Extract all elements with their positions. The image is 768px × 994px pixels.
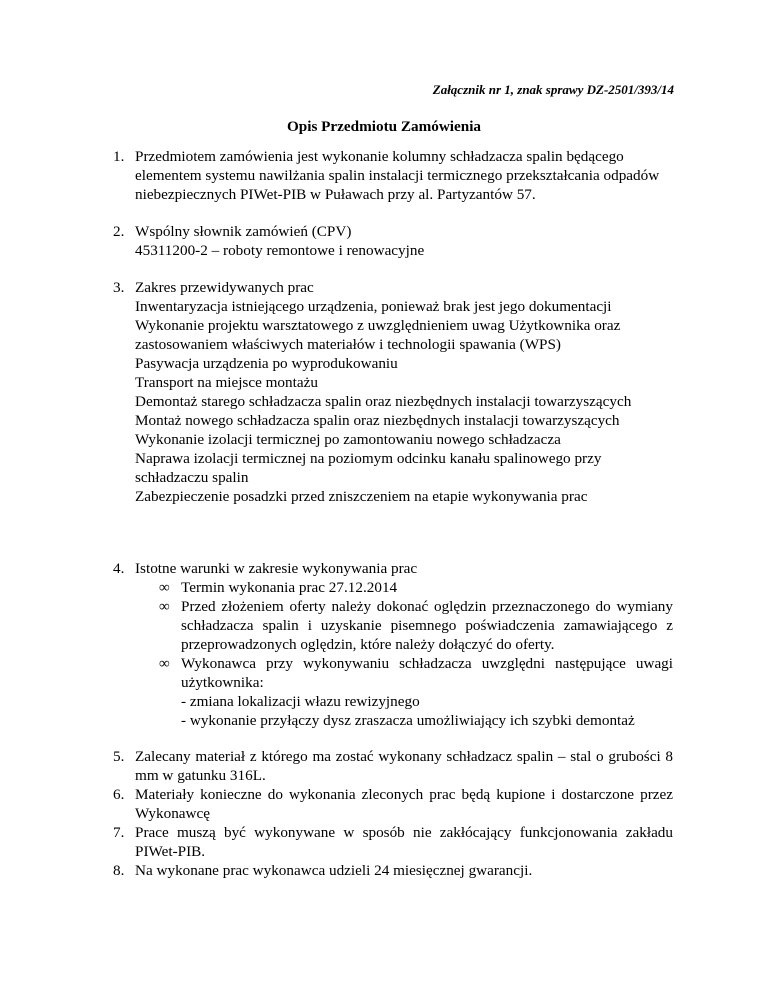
scope-line: Transport na miejsce montażu [135,374,318,391]
bullet-subline: - wykonanie przyłączy dysz zraszacza umożliwiający ich szybki demontaż [181,712,635,729]
section-6-text: Materiały konieczne do wykonania zleconych prac będą kupione i dostarczone przez Wykonawcę [135,786,673,822]
bullet-text: Przed złożeniem oferty należy dokonać oględzin przeznaczonego do wymiany schładzacza spalin i uzyskanie pisemnego poświadczenia zamawiającego z przeprowadzonych oględzin, które należy dołączyć do oferty. [181,598,673,653]
scope-heading: Zakres przewidywanych prac [135,279,314,296]
section-1-line: Przedmiotem zamówienia jest wykonanie kolumny schładzacza spalin będącego [135,148,624,165]
scope-line: schładzaczu spalin [135,469,249,486]
scope-line: Inwentaryzacja istniejącego urządzenia, ponieważ brak jest jego dokumentacji [135,298,612,315]
scope-line: Zabezpieczenie posadzki przed zniszczeniem na etapie wykonywania prac [135,488,588,505]
section-1-line: elementem systemu nawilżania spalin instalacji termicznego przekształcania odpadów [135,167,660,184]
section-number: 6. [113,786,125,803]
section-8 [113,861,673,880]
bullet-text: Termin wykonania prac 27.12.2014 [181,579,398,596]
section-number: 3. [113,279,125,296]
section-6 [113,785,673,823]
section-2 [113,222,673,260]
cpv-heading: Wspólny słownik zamówień (CPV) [135,223,352,240]
bullet-subline: - zmiana lokalizacji włazu rewizyjnego [181,693,420,710]
section-5-text: Zalecany materiał z którego ma zostać wykonany schładzacz spalin – stal o grubości 8 mm w gatunku 316L. [135,748,673,784]
section-number: 8. [113,862,125,879]
infinity-bullet-icon: ∞ [159,579,170,596]
section-7-text: Prace muszą być wykonywane w sposób nie zakłócający funkcjonowania zakładu PIWet-PIB. [135,824,673,860]
section-number: 7. [113,824,125,841]
scope-line: Demontaż starego schładzacza spalin oraz niezbędnych instalacji towarzyszących [135,393,632,410]
document-title: Opis Przedmiotu Zamówienia [286,118,482,135]
annex-reference: Załącznik nr 1, znak sprawy DZ-2501/393/14 [432,82,674,97]
section-number: 5. [113,748,125,765]
section-number: 1. [113,148,125,165]
section-7 [113,823,673,861]
scope-line: Wykonanie izolacji termicznej po zamontowaniu nowego schładzacza [135,431,561,448]
section-1 [113,147,673,204]
scope-line: Wykonanie projektu warsztatowego z uwzględnieniem uwag Użytkownika oraz [135,317,621,334]
section-5 [113,747,673,785]
scope-line: zastosowaniem właściwych materiałów i technologii spawania (WPS) [135,336,561,353]
scope-line: Naprawa izolacji termicznej na poziomym odcinku kanału spalinowego przy [135,450,602,467]
section-number: 4. [113,560,125,577]
scope-line: Pasywacja urządzenia po wyprodukowaniu [135,355,398,372]
infinity-bullet-icon: ∞ [159,655,170,672]
section-3 [113,278,673,506]
scope-line: Montaż nowego schładzacza spalin oraz niezbędnych instalacji towarzyszących [135,412,620,429]
bullet-item [159,597,673,654]
section-number: 2. [113,223,125,240]
section-8-text: Na wykonane prac wykonawca udzieli 24 miesięcznej gwarancji. [135,862,533,879]
bullet-item [159,654,673,730]
cpv-code: 45311200-2 – roboty remontowe i renowacyjne [135,242,425,259]
section-1-line: niebezpiecznych PIWet-PIB w Puławach przy al. Partyzantów 57. [135,186,536,203]
bullet-text: Wykonawca przy wykonywaniu schładzacza uwzględni następujące uwagi użytkownika: [181,655,673,691]
infinity-bullet-icon: ∞ [159,598,170,615]
section-4 [113,559,673,730]
conditions-heading: Istotne warunki w zakresie wykonywania prac [135,560,418,577]
bullet-item [159,578,673,597]
